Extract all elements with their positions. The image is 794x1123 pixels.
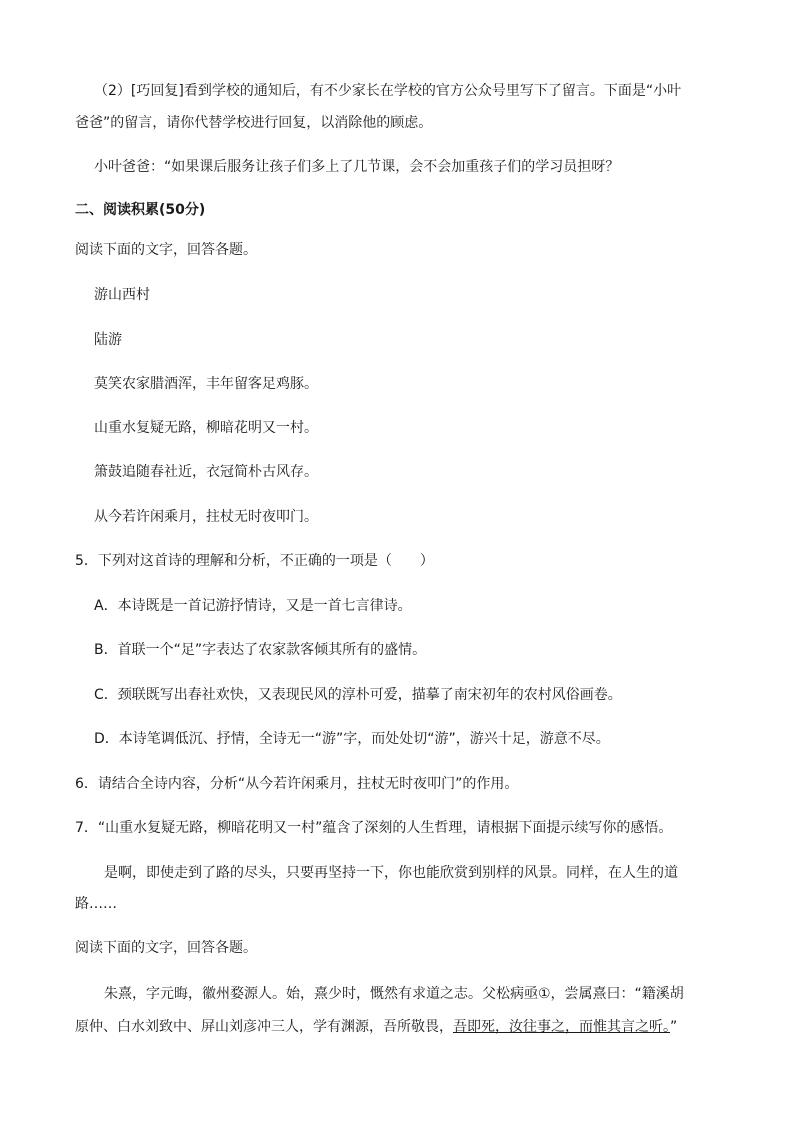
- reading2-line2-plain: 原仲、白水刘致中、屏山刘彦冲三人，学有渊源，吾所敬畏，: [75, 1019, 453, 1035]
- q5-option-a: A．本诗既是一首记游抒情诗，又是一首七言律诗。: [94, 598, 412, 614]
- item2-line1: （2）[巧回复]看到学校的通知后，有不少家长在学校的官方公众号里写下了留言。下面是“小叶: [94, 83, 682, 99]
- reading2-line2-end: ”: [670, 1019, 678, 1035]
- q7-stem: 7．“山重水复疑无路，柳暗花明又一村”蕴含了深刻的人生哲理，请根据下面提示续写你的感悟。: [75, 820, 673, 836]
- reading2-line2: [75, 1017, 725, 1037]
- q6-stem: 6．请结合全诗内容，分析“从今若许闲乘月，拄杖无时夜叩门”的作用。: [75, 776, 519, 792]
- poem-line-1: 莫笑农家腊酒浑，丰年留客足鸡豚。: [94, 376, 318, 392]
- poem-author: 陆游: [94, 332, 122, 348]
- reading2-underlined-sentence: 吾即死，汝往事之，而惟其言之听。: [453, 1019, 670, 1035]
- q5-option-d: D．本诗笔调低沉、抒情，全诗无一“游”字，而处处切“游”，游兴十足，游意不尽。: [94, 731, 610, 747]
- item2-line2: 爸爸”的留言，请你代替学校进行回复，以消除他的顾虑。: [75, 115, 433, 131]
- reading2-intro: 阅读下面的文字，回答各题。: [75, 940, 257, 956]
- poem-title: 游山西村: [94, 287, 150, 303]
- q7-prompt-line1: 是啊，即使走到了路的尽头，只要再坚持一下，你也能欣赏到别样的风景。同样，在人生的道: [104, 865, 678, 881]
- section2-title: 二、阅读积累(50分): [75, 202, 206, 218]
- q5-stem: 5．下列对这首诗的理解和分析，不正确的一项是（ ）: [75, 553, 434, 569]
- q7-prompt-line2: 路……: [75, 896, 117, 912]
- reading2-line1: 朱熹，字元晦，徽州婺源人。始，熹少时，慨然有求道之志。父松病亟①，尝属熹曰：“籍溪胡: [104, 986, 684, 1002]
- q5-option-b: B．首联一个“足”字表达了农家款客倾其所有的盛情。: [94, 642, 427, 658]
- poem-line-4: 从今若许闲乘月，拄杖无时夜叩门。: [94, 509, 318, 525]
- q5-option-c: C．颈联既写出春社欢快，又表现民风的淳朴可爱，描摹了南宋初年的农村风俗画卷。: [94, 687, 622, 703]
- section2-intro: 阅读下面的文字，回答各题。: [75, 242, 257, 258]
- poem-line-2: 山重水复疑无路，柳暗花明又一村。: [94, 420, 318, 436]
- item2-quote: 小叶爸爸：“如果课后服务让孩子们多上了几节课，会不会加重孩子们的学习员担呀？: [94, 159, 620, 175]
- poem-line-3: 箫鼓追随春社近，衣冠简朴古风存。: [94, 464, 318, 480]
